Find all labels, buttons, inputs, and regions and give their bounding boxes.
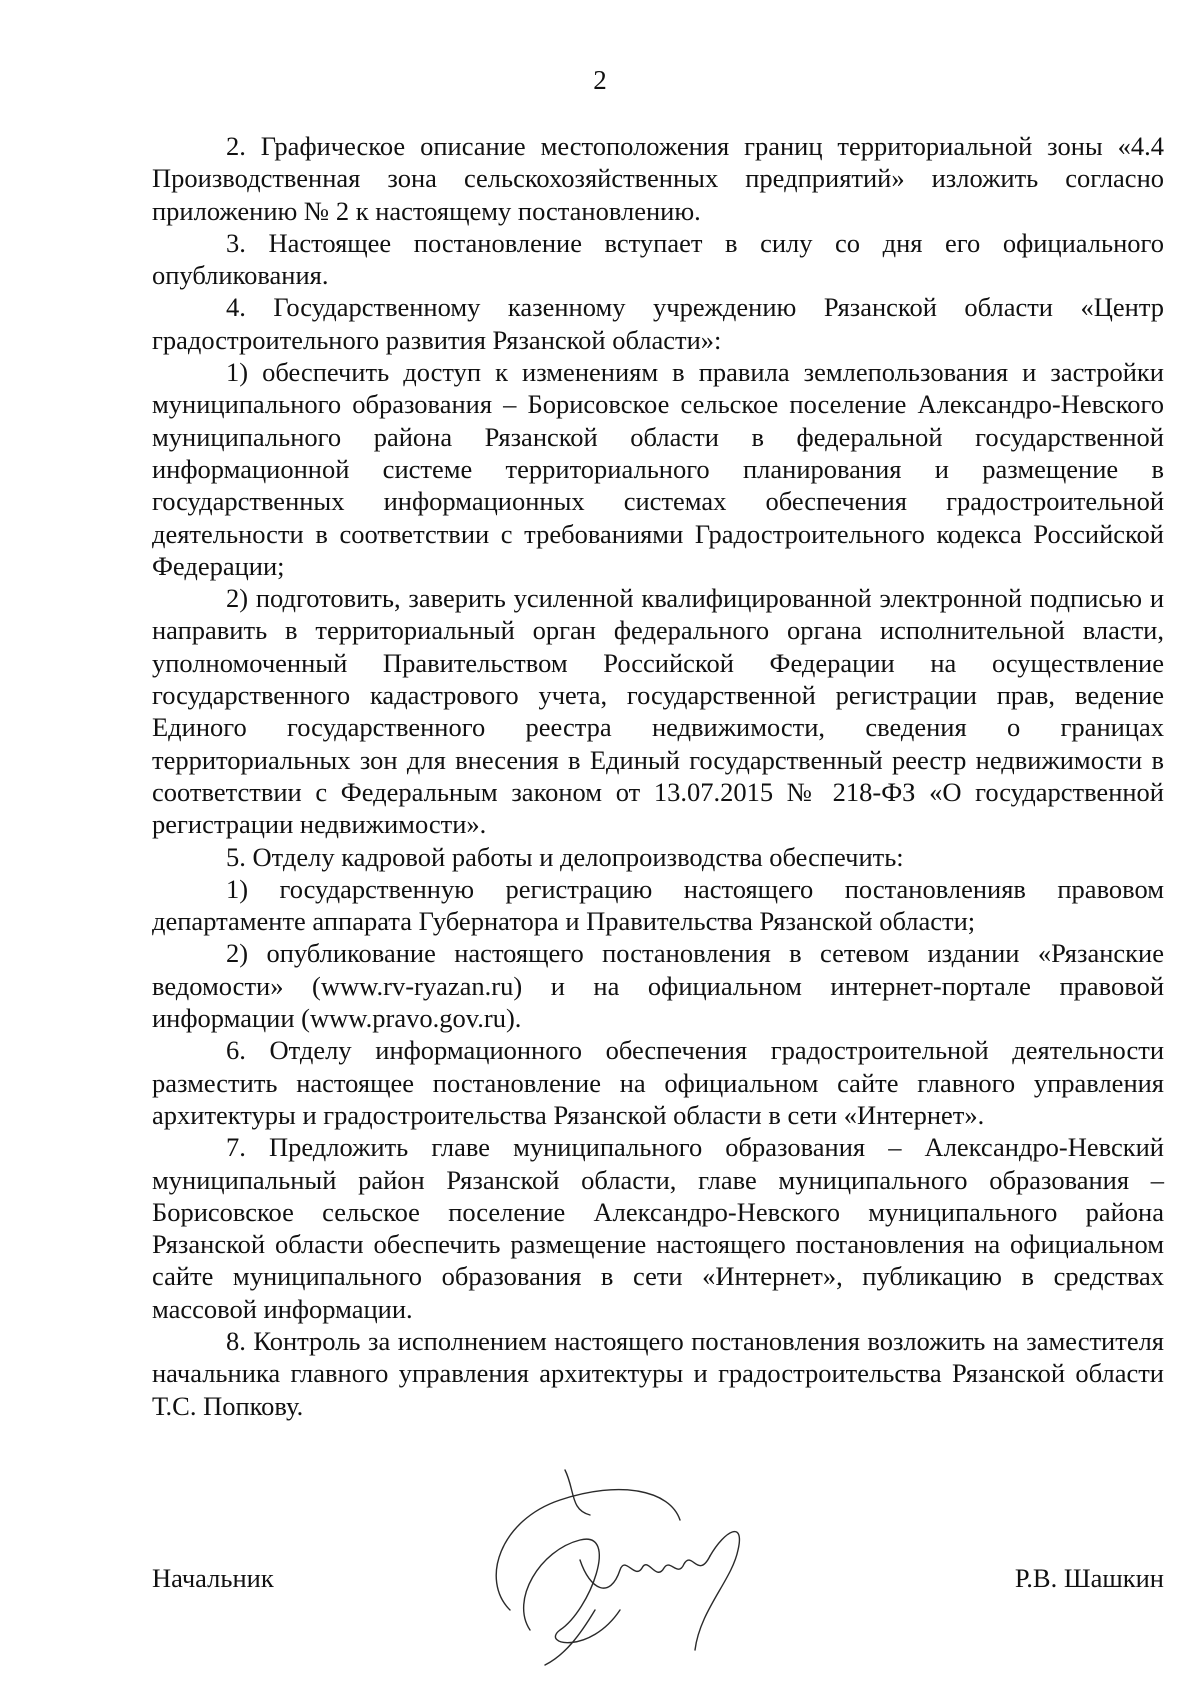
paragraph-item-8: 8. Контроль за исполнением настоящего постановления возложить на заместителя начальника главного управления архитектуры и градостроительства Рязанской области Т.С. Попкову. (152, 1325, 1164, 1421)
subparagraph-5-2: 2) опубликование настоящего постановления в сетевом издании «Рязанские ведомости» (www.rv-ryazan.ru) и на официальном интернет-портале правовой информации (www.pravo.gov.ru). (152, 938, 1164, 1034)
paragraph-item-6: 6. Отделу информационного обеспечения градостроительной деятельности разместить настоящее постановление на официальном сайте главного управления архитектуры и градостроительства Рязанской области в сети «Интернет». (152, 1035, 1164, 1130)
subparagraph-4-2: 2) подготовить, заверить усиленной квалифицированной электронной подписью и направить в территориальный орган федерального органа исполнительной власти, уполномоченный Правительством Российской Федерации на осуществление государственного кадастрового учета, государственной регистрации прав, ведение Единого государственного реестра недвижимости, сведения о границах территориальных зон для внесения в Единый государственный реестр недвижимости в соответствии с Федеральным законом от 13.07.2015 № 218-ФЗ «О государственной регистрации недвижимости». (152, 583, 1164, 840)
signatory-position: Начальник (152, 1563, 274, 1593)
signature-block (152, 1562, 1164, 1602)
signatory-name: Р.В. Шашкин (1014, 1563, 1164, 1593)
subparagraph-4-1: 1) обеспечить доступ к изменениям в правила землепользования и застройки муниципального образования – Борисовское сельское поселение Александро-Невского муниципального района Рязанской области в федеральной государственной информационной системе территориального планирования и размещение в государственных информационных системах обеспечения градостроительной деятельности в соответствии с требованиями Градостроительного кодекса Российской Федерации; (152, 357, 1164, 581)
document-body (152, 130, 1164, 1422)
paragraph-item-2: 2. Графическое описание местоположения границ территориальной зоны «4.4 Производственная зона сельскохозяйственных предприятий» изложить согласно приложению № 2 к настоящему постановлению. (152, 131, 1164, 226)
page-number: 2 (593, 65, 607, 95)
paragraph-item-4: 4. Государственному казенному учреждению Рязанской области «Центр градостроительного развития Рязанской области»: (152, 292, 1164, 355)
subparagraph-5-1: 1) государственную регистрацию настоящего постановленияв правовом департаменте аппарата Губернатора и Правительства Рязанской области; (152, 873, 1164, 937)
paragraph-item-5: 5. Отделу кадровой работы и делопроизводства обеспечить: (226, 841, 904, 872)
paragraph-item-7: 7. Предложить главе муниципального образования – Александро-Невский муниципальный район Рязанской области, главе муниципального образования – Борисовское сельское поселение Александро-Невского муниципального района Рязанской области обеспечить размещение настоящего постановления на официальном сайте муниципального образования в сети «Интернет», публикацию в средствах массовой информации. (152, 1132, 1164, 1324)
paragraph-item-3: 3. Настоящее постановление вступает в силу со дня его официального опубликования. (152, 227, 1164, 291)
